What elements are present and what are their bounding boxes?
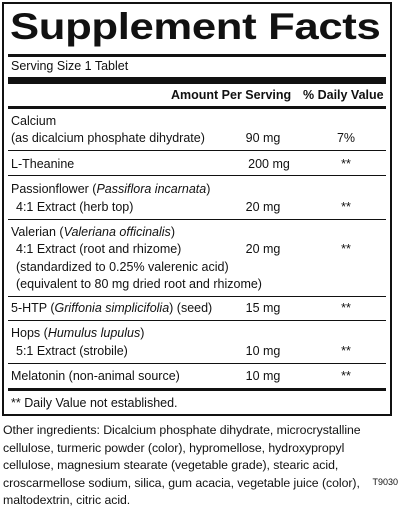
nutrient-detail: (equivalent to 80 mg dried root and rhizome) <box>16 277 262 291</box>
supplement-facts-panel <box>2 2 392 416</box>
footnote: ** Daily Value not established. <box>11 396 178 410</box>
amount-value: 20 mg <box>245 200 281 214</box>
amount-value: 10 mg <box>245 369 281 383</box>
divider <box>8 150 386 151</box>
daily-value: ** <box>341 301 351 315</box>
nutrient-name: Melatonin (non-animal source) <box>11 369 180 383</box>
divider-thick <box>8 77 386 84</box>
nutrient-name: 5-HTP (Griffonia simplicifolia) (seed) <box>11 301 213 315</box>
lot-code: T9030 <box>372 477 398 487</box>
daily-value: ** <box>341 157 351 171</box>
divider <box>8 54 386 57</box>
nutrient-detail: (as dicalcium phosphate dihydrate) <box>11 131 205 145</box>
nutrient-name: L-Theanine <box>11 157 75 171</box>
amount-value: 10 mg <box>245 344 281 358</box>
daily-value: 7% <box>336 131 356 145</box>
divider <box>8 363 386 364</box>
divider <box>8 296 386 297</box>
panel-title: Supplement Facts <box>10 6 381 47</box>
daily-value: ** <box>341 200 351 214</box>
amount-per-serving-header: Amount Per Serving <box>171 88 292 102</box>
other-ingredients: Other ingredients: Dicalcium phosphate dihydrate, microcrystalline cellulose, turmeric powder (color), hypromellose, hydroxypropyl cellulose, magnesium stearate (vegetable grade), stearic acid, croscarmellose sodium, silica, gum acacia, vegetable juice (color), maltodextrin, citric acid. <box>3 423 361 507</box>
divider <box>8 320 386 321</box>
divider <box>8 106 386 109</box>
serving-size: Serving Size 1 Tablet <box>11 59 129 73</box>
daily-value: ** <box>341 242 351 256</box>
divider <box>8 388 386 391</box>
nutrient-name: Passionflower (Passiflora incarnata) <box>11 182 211 196</box>
nutrient-name: Hops (Humulus lupulus) <box>11 326 145 340</box>
amount-value: 200 mg <box>248 157 290 171</box>
amount-value: 20 mg <box>245 242 281 256</box>
nutrient-name: Valerian (Valeriana officinalis) <box>11 225 175 239</box>
nutrient-name: Calcium <box>11 114 57 128</box>
nutrient-detail: (standardized to 0.25% valerenic acid) <box>16 260 229 274</box>
amount-value: 15 mg <box>245 301 281 315</box>
amount-value: 90 mg <box>245 131 281 145</box>
daily-value: ** <box>341 369 351 383</box>
divider <box>8 219 386 220</box>
daily-value-header: % Daily Value <box>303 88 384 102</box>
nutrient-detail: 4:1 Extract (root and rhizome) <box>16 242 182 256</box>
daily-value: ** <box>341 344 351 358</box>
nutrient-detail: 4:1 Extract (herb top) <box>16 200 134 214</box>
divider <box>8 175 386 176</box>
nutrient-detail: 5:1 Extract (strobile) <box>16 344 128 358</box>
